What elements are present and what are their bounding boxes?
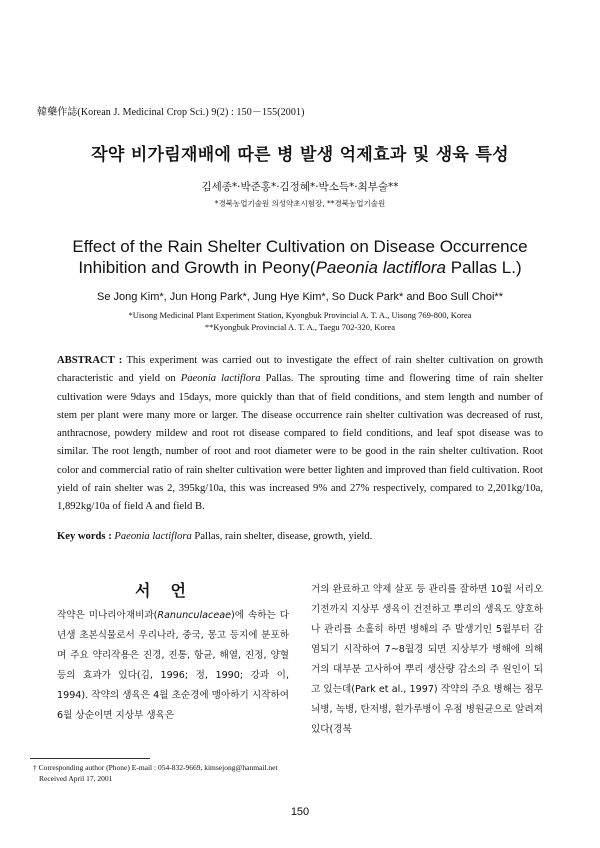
english-affiliation-2: **Kyongbuk Provincial A. T. A., Taegu 702-320, Korea — [204, 322, 396, 332]
english-title-line2 — [0, 257, 600, 278]
korean-authors: 김세종*·박준홍*·김정혜*·박소득*·최부술** — [201, 181, 399, 193]
korean-affiliation: *경북농업기술원 의성약초시험장, **경북농업기술원 — [214, 199, 386, 208]
body-column-left — [57, 606, 289, 726]
intro-text-2: )에 속하는 다년생 초본식물로서 우리나라, 중국, 몽고 등지에 분포하며 주요 약리작용은 진경, 진통, 항균, 해열, 진정, 양혈 등의 효과가 있다(김, 1996; 정, 1990; 강과 이, 1994). 작약의 생육은 4월 초순경에 맹아하기 시작하여 6월 상순이면 지상부 생육은 — [57, 610, 290, 721]
abstract-text-1: This experiment was carried out to investigate the effect of rain shelter cultivation on growth characteristic and yield on — [57, 355, 543, 385]
footnote — [33, 762, 278, 784]
species-name: Paeonia lactiflora — [315, 258, 447, 277]
intro-text-1: 작약은 미나리아재비과( — [57, 610, 158, 621]
page-number: 150 — [290, 806, 310, 818]
english-title-prefix: Inhibition and Growth in Peony( — [78, 258, 316, 277]
keywords-list: Pallas, rain shelter, disease, growth, yield. — [191, 531, 373, 542]
footnote-received: Received April 17, 2001 — [39, 774, 113, 783]
keywords — [57, 531, 372, 542]
english-title — [0, 236, 600, 278]
abstract-label: ABSTRACT : — [57, 355, 123, 366]
english-title-line1: Effect of the Rain Shelter Cultivation on Disease Occurrence — [72, 237, 528, 256]
intro-paragraph-cont: 거의 완료하고 약제 살포 등 관리를 잘하면 10월 서리오기전까지 지상부 생육이 건전하고 뿌리의 생육도 양호하나 관리를 소홀히 하면 병해의 주 발생기인 5월부터 감염되기 시작하여 7~8월경 되면 지상부가 병해에 의해 거의 대부분 고사하여 뿌리 생산량 감소의 주 원인이 되고 있는데(Park et al., 1997) 작약의 주요 병해는 점무늬병, 녹병, 탄저병, 흰가루병이 우점 병원균으로 알려져 있다(경북 — [311, 584, 543, 735]
english-authors: Se Jong Kim*, Jun Hong Park*, Jung Hye Kim*, So Duck Park* and Boo Sull Choi** — [97, 291, 503, 303]
footnote-divider — [30, 758, 150, 759]
english-title-suffix: Pallas L.) — [446, 258, 522, 277]
journal-citation: 韓藥作誌(Korean J. Medicinal Crop Sci.) 9(2) : 150－155(2001) — [37, 107, 305, 118]
family-name: Ranunculaceae — [157, 610, 232, 621]
abstract-species: Paeonia lactiflora — [180, 373, 261, 385]
keywords-species: Paeonia lactiflora — [114, 531, 192, 542]
keywords-label: Key words : — [57, 531, 112, 542]
intro-paragraph — [57, 606, 289, 726]
abstract-text-2: Pallas. The sprouting time and flowering time of rain shelter cultivation were 9days and 15days, more quickly than that of field conditions, and stem length and number of stem per plant were many more or larger. The disease occurrence rain shelter cultivation was decreased of rust, anthracnose, powdery mildew and root rot disease compared to field conditions, and leaf spot disease was to similar. The root length, number of root and root diameter were to be good in the rain shelter cultivation. Root color and commercial ratio of rain shelter cultivation were better lighten and improved than field cultivation. Root yield of rain shelter was 2, 395kg/10a, this was increased 9% and 27% respectively, compared to 2,201kg/10a, 1,892kg/10a of field A and field B. — [57, 373, 543, 513]
footnote-contact: † Corresponding author (Phone) E-mail : 054-832-9669, kimsejong@hanmail.net — [33, 763, 278, 772]
abstract — [57, 352, 543, 517]
korean-title: 작약 비가림재배에 따른 병 발생 억제효과 및 생육 특성 — [91, 145, 509, 165]
section-title-introduction: 서언 — [135, 581, 206, 600]
body-column-right — [311, 580, 543, 740]
english-affiliation-1: *Uisong Medicinal Plant Experiment Station, Kyongbuk Provincial A. T. A., Uisong 769-800, Korea — [128, 310, 472, 320]
